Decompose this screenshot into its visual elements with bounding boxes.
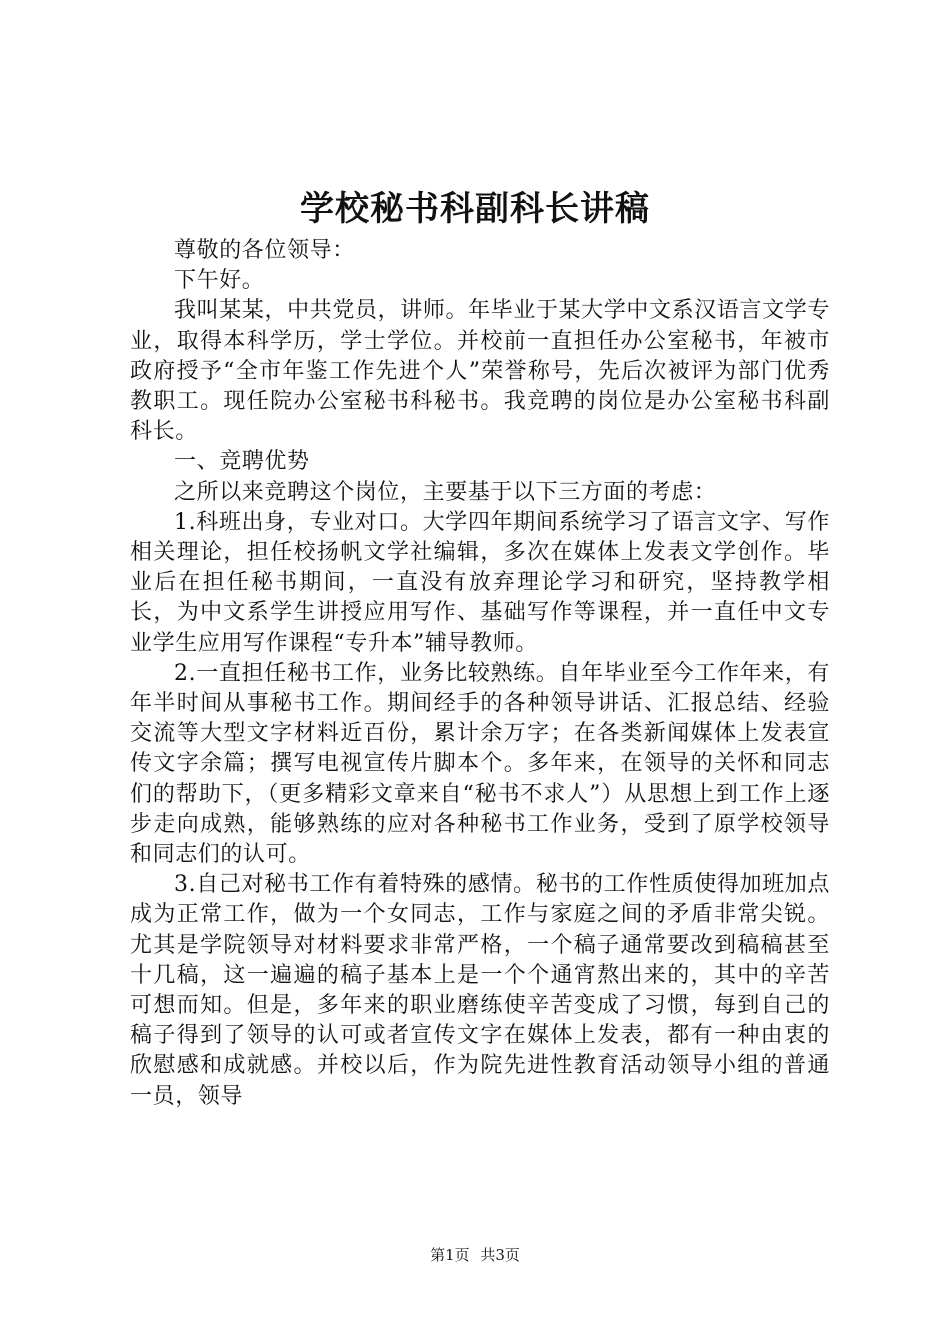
self-introduction-paragraph: 我叫某某，中共党员，讲师。年毕业于某大学中文系汉语言文学专业，取得本科学历，学士学位。并校前一直担任办公室秘书，年被市政府授予“全市年鉴工作先进个人”荣誉称号，先后次被评为部门优秀教职工。现任院办公室秘书科秘书。我竞聘的岗位是办公室秘书科副科长。	[130, 298, 830, 445]
greeting: 下午好。	[174, 268, 265, 294]
section-intro-paragraph: 之所以来竞聘这个岗位，主要基于以下三方面的考虑：	[174, 479, 717, 505]
section-heading: 一、竞聘优势	[174, 449, 310, 475]
page-total: 共3页	[480, 1246, 520, 1264]
document-body	[130, 236, 830, 1112]
document-title: 学校秘书科副科长讲稿	[300, 189, 650, 229]
page-footer	[0, 1244, 950, 1266]
advantage-paragraph-2: 2.一直担任秘书工作，业务比较熟练。自年毕业至今工作年来，有年半时间从事秘书工作。期间经手的各种领导讲话、汇报总结、经验交流等大型文字材料近百份，累计余万字；在各类新闻媒体上发表宣传文字余篇；撰写电视宣传片脚本个。多年来，在领导的关怀和同志们的帮助下，（更多精彩文章来自“秘书不求人”）从思想上到工作上逐步走向成熟，能够熟练的应对各种秘书工作业务，受到了原学校领导和同志们的认可。	[130, 660, 830, 868]
salutation: 尊敬的各位领导：	[174, 238, 355, 263]
page-number: 第1页	[430, 1246, 470, 1264]
advantage-paragraph-1: 1.科班出身，专业对口。大学四年期间系统学习了语言文字、写作相关理论，担任校扬帆文学社编辑，多次在媒体上发表文学创作。毕业后在担任秘书期间，一直没有放弃理论学习和研究，坚持教学相长，为中文系学生讲授应用写作、基础写作等课程，并一直任中文专业学生应用写作课程“专升本”辅导教师。	[130, 509, 830, 656]
advantage-paragraph-3: 3.自己对秘书工作有着特殊的感情。秘书的工作性质使得加班加点成为正常工作，做为一个女同志，工作与家庭之间的矛盾非常尖锐。尤其是学院领导对材料要求非常严格，一个稿子通常要改到稿稿甚至十几稿，这一遍遍的稿子基本上是一个个通宵熬出来的，其中的辛苦可想而知。但是，多年来的职业磨练使辛苦变成了习惯，每到自己的稿子得到了领导的认可或者宣传文字在媒体上发表，都有一种由衷的欣慰感和成就感。并校以后，作为院先进性教育活动领导小组的普通一员，领导	[130, 872, 830, 1109]
